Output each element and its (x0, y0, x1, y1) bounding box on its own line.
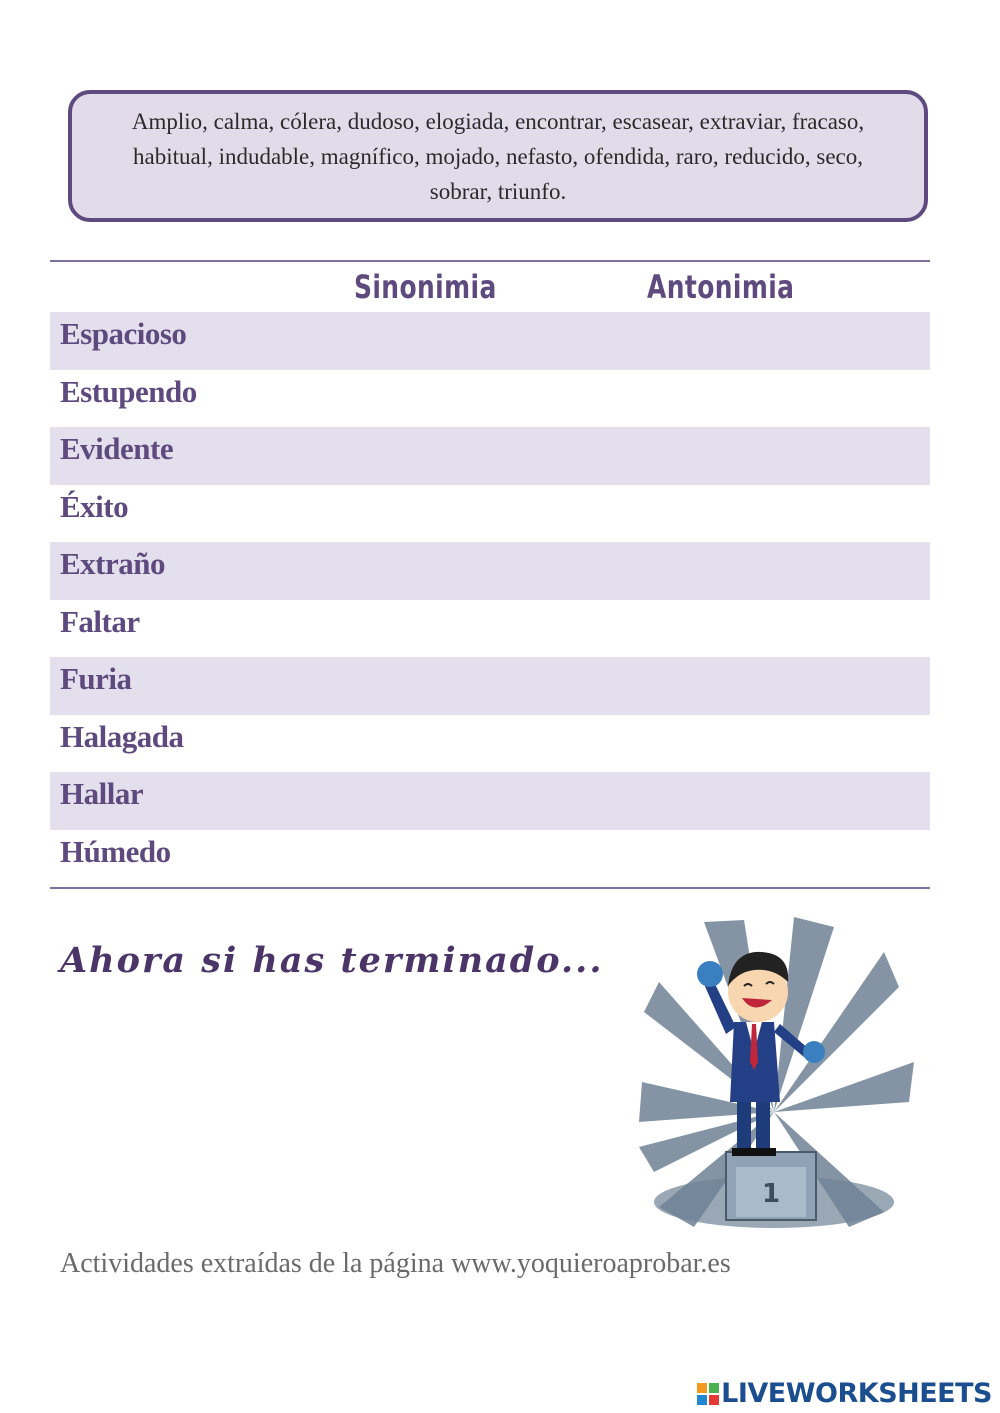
table-header-row (50, 262, 930, 312)
row-word: Húmedo (60, 833, 171, 869)
row-word: Hallar (60, 776, 144, 811)
podium-number: 1 (761, 1179, 781, 1209)
header-sinonimia: Sinonimia (354, 268, 497, 306)
liveworksheets-icon (697, 1383, 719, 1405)
row-word: Extraño (60, 546, 165, 581)
row-word: Halagada (60, 718, 184, 754)
table-row[interactable] (50, 312, 930, 370)
row-word: Éxito (60, 488, 129, 524)
finish-heading: Ahora si has terminado... (60, 940, 604, 981)
winner-illustration (634, 912, 914, 1234)
vocabulary-table (50, 260, 930, 889)
table-row[interactable] (50, 657, 930, 715)
table-row[interactable] (50, 542, 930, 600)
table-bottom-rule (50, 887, 930, 889)
word-bank-box (68, 90, 928, 222)
liveworksheets-logo (697, 1378, 992, 1409)
table-row[interactable] (50, 370, 930, 428)
row-word: Estupendo (60, 373, 197, 409)
table-row[interactable] (50, 715, 930, 773)
row-word: Faltar (60, 603, 140, 639)
table-row[interactable] (50, 600, 930, 658)
table-row[interactable] (50, 772, 930, 830)
row-word: Evidente (60, 431, 174, 466)
table-row[interactable] (50, 830, 930, 888)
source-credit: Actividades extraídas de la página www.yoquieroaprobar.es (60, 1248, 731, 1279)
liveworksheets-wordmark: LIVEWORKSHEETS (721, 1378, 992, 1409)
podium (726, 1152, 816, 1220)
table-row[interactable] (50, 427, 930, 485)
table-row[interactable] (50, 485, 930, 543)
row-word: Furia (60, 661, 132, 696)
header-antonimia: Antonimia (647, 268, 795, 306)
row-word: Espacioso (60, 316, 187, 351)
word-bank-text: Amplio, calma, cólera, dudoso, elogiada, encontrar, escasear, extraviar, fracaso, habitual, indudable, magnífico, mojado, nefasto, ofendida, raro, reducido, seco, sobrar, triunfo. (131, 108, 865, 204)
